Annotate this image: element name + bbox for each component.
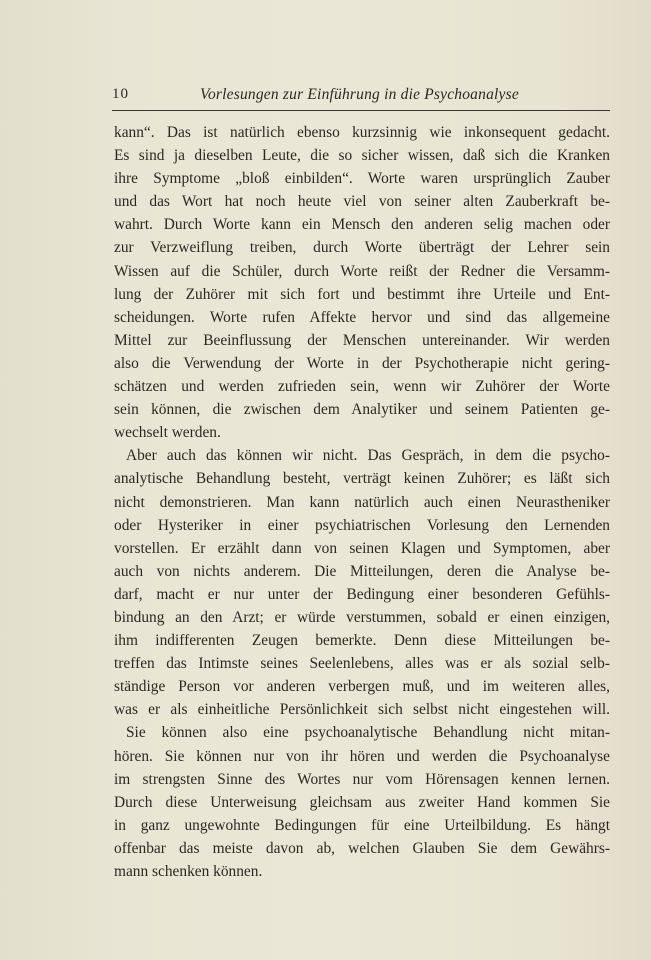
text-line: Mittel zur Beeinflussung der Menschen untereinander. Wir werden — [114, 331, 610, 349]
text-line: treffen das Intimste seines Seelenlebens, alles was er als sozial selb- — [114, 655, 610, 673]
text-line: vorstellen. Er erzählt dann von seinen Klagen und Symptomen, aber — [114, 539, 610, 557]
text-line: mann schenken können. — [114, 863, 263, 880]
text-line: schätzen und werden zufrieden sein, wenn wir Zuhörer der Worte — [114, 378, 610, 396]
text-line: ständige Person vor anderen verbergen muß, und im weiteren alles, — [114, 678, 610, 696]
text-line: ihre Symptome „bloß einbilden“. Worte waren ursprünglich Zauber — [114, 170, 610, 188]
text-line: wahrt. Durch Worte kann ein Mensch den anderen selig machen oder — [114, 216, 610, 234]
text-line: darf, macht er nur unter der Bedingung einer besonderen Gefühls- — [114, 585, 610, 603]
page-number: 10 — [112, 86, 129, 102]
text-line: und das Wort hat noch heute viel von seiner alten Zauberkraft be- — [114, 193, 610, 211]
text-line: kann“. Das ist natürlich ebenso kurzsinnig wie inkonsequent gedacht. — [114, 124, 610, 141]
text-line: im strengsten Sinne des Wortes nur vom Hörensagen kennen lernen. — [114, 770, 610, 788]
text-line: also die Verwendung der Worte in der Psychotherapie nicht gering- — [114, 354, 610, 372]
running-title: Vorlesungen zur Einführung in die Psychoanalyse — [200, 86, 519, 103]
text-line: sein können, die zwischen dem Analytiker und seinem Patienten ge- — [114, 401, 610, 419]
text-line: auch von nichts anderem. Die Mitteilungen, deren die Analyse be- — [114, 562, 610, 580]
text-line: wechselt werden. — [114, 424, 221, 442]
text-line: hören. Sie können nur von ihr hören und werden die Psychoanalyse — [114, 747, 610, 765]
text-line: Aber auch das können wir nicht. Das Gespräch, in dem die psycho- — [126, 447, 610, 465]
body-text — [114, 121, 610, 883]
text-line: analytische Behandlung besteht, verträgt keinen Zuhörer; es läßt sich — [114, 470, 610, 488]
text-line: was er als einheitliche Persönlichkeit sich selbst nicht eingestehen will. — [114, 701, 610, 719]
text-line: Es sind ja dieselben Leute, die so sicher wissen, daß sich die Kranken — [114, 147, 610, 165]
text-line: scheidungen. Worte rufen Affekte hervor und sind das allgemeine — [114, 308, 610, 326]
text-line: lung der Zuhörer mit sich fort und bestimmt ihre Urteile und Ent- — [114, 285, 610, 303]
text-line: Durch diese Unterweisung gleichsam aus zweiter Hand kommen Sie — [114, 793, 610, 811]
text-line: nicht demonstrieren. Man kann natürlich auch einen Neurastheniker — [114, 493, 610, 511]
text-line: oder Hysteriker in einer psychiatrischen Vorlesung den Lernenden — [114, 516, 610, 534]
text-line: ihm indifferenten Zeugen bemerkte. Denn diese Mitteilungen be- — [114, 632, 610, 650]
text-line: offenbar das meiste davon ab, welchen Glauben Sie dem Gewährs- — [114, 839, 610, 857]
text-line: zur Verzweiflung treiben, durch Worte überträgt der Lehrer sein — [114, 239, 610, 257]
text-line: bindung an den Arzt; er würde verstummen, sobald er einen einzigen, — [114, 608, 610, 626]
text-line: Sie können also eine psychoanalytische Behandlung nicht mitan- — [126, 724, 610, 742]
text-line: Wissen auf die Schüler, durch Worte reißt der Redner die Versamm- — [114, 262, 610, 280]
page-header — [112, 84, 610, 111]
text-line: in ganz ungewohnte Bedingungen für eine Urteilbildung. Es hängt — [114, 816, 610, 834]
